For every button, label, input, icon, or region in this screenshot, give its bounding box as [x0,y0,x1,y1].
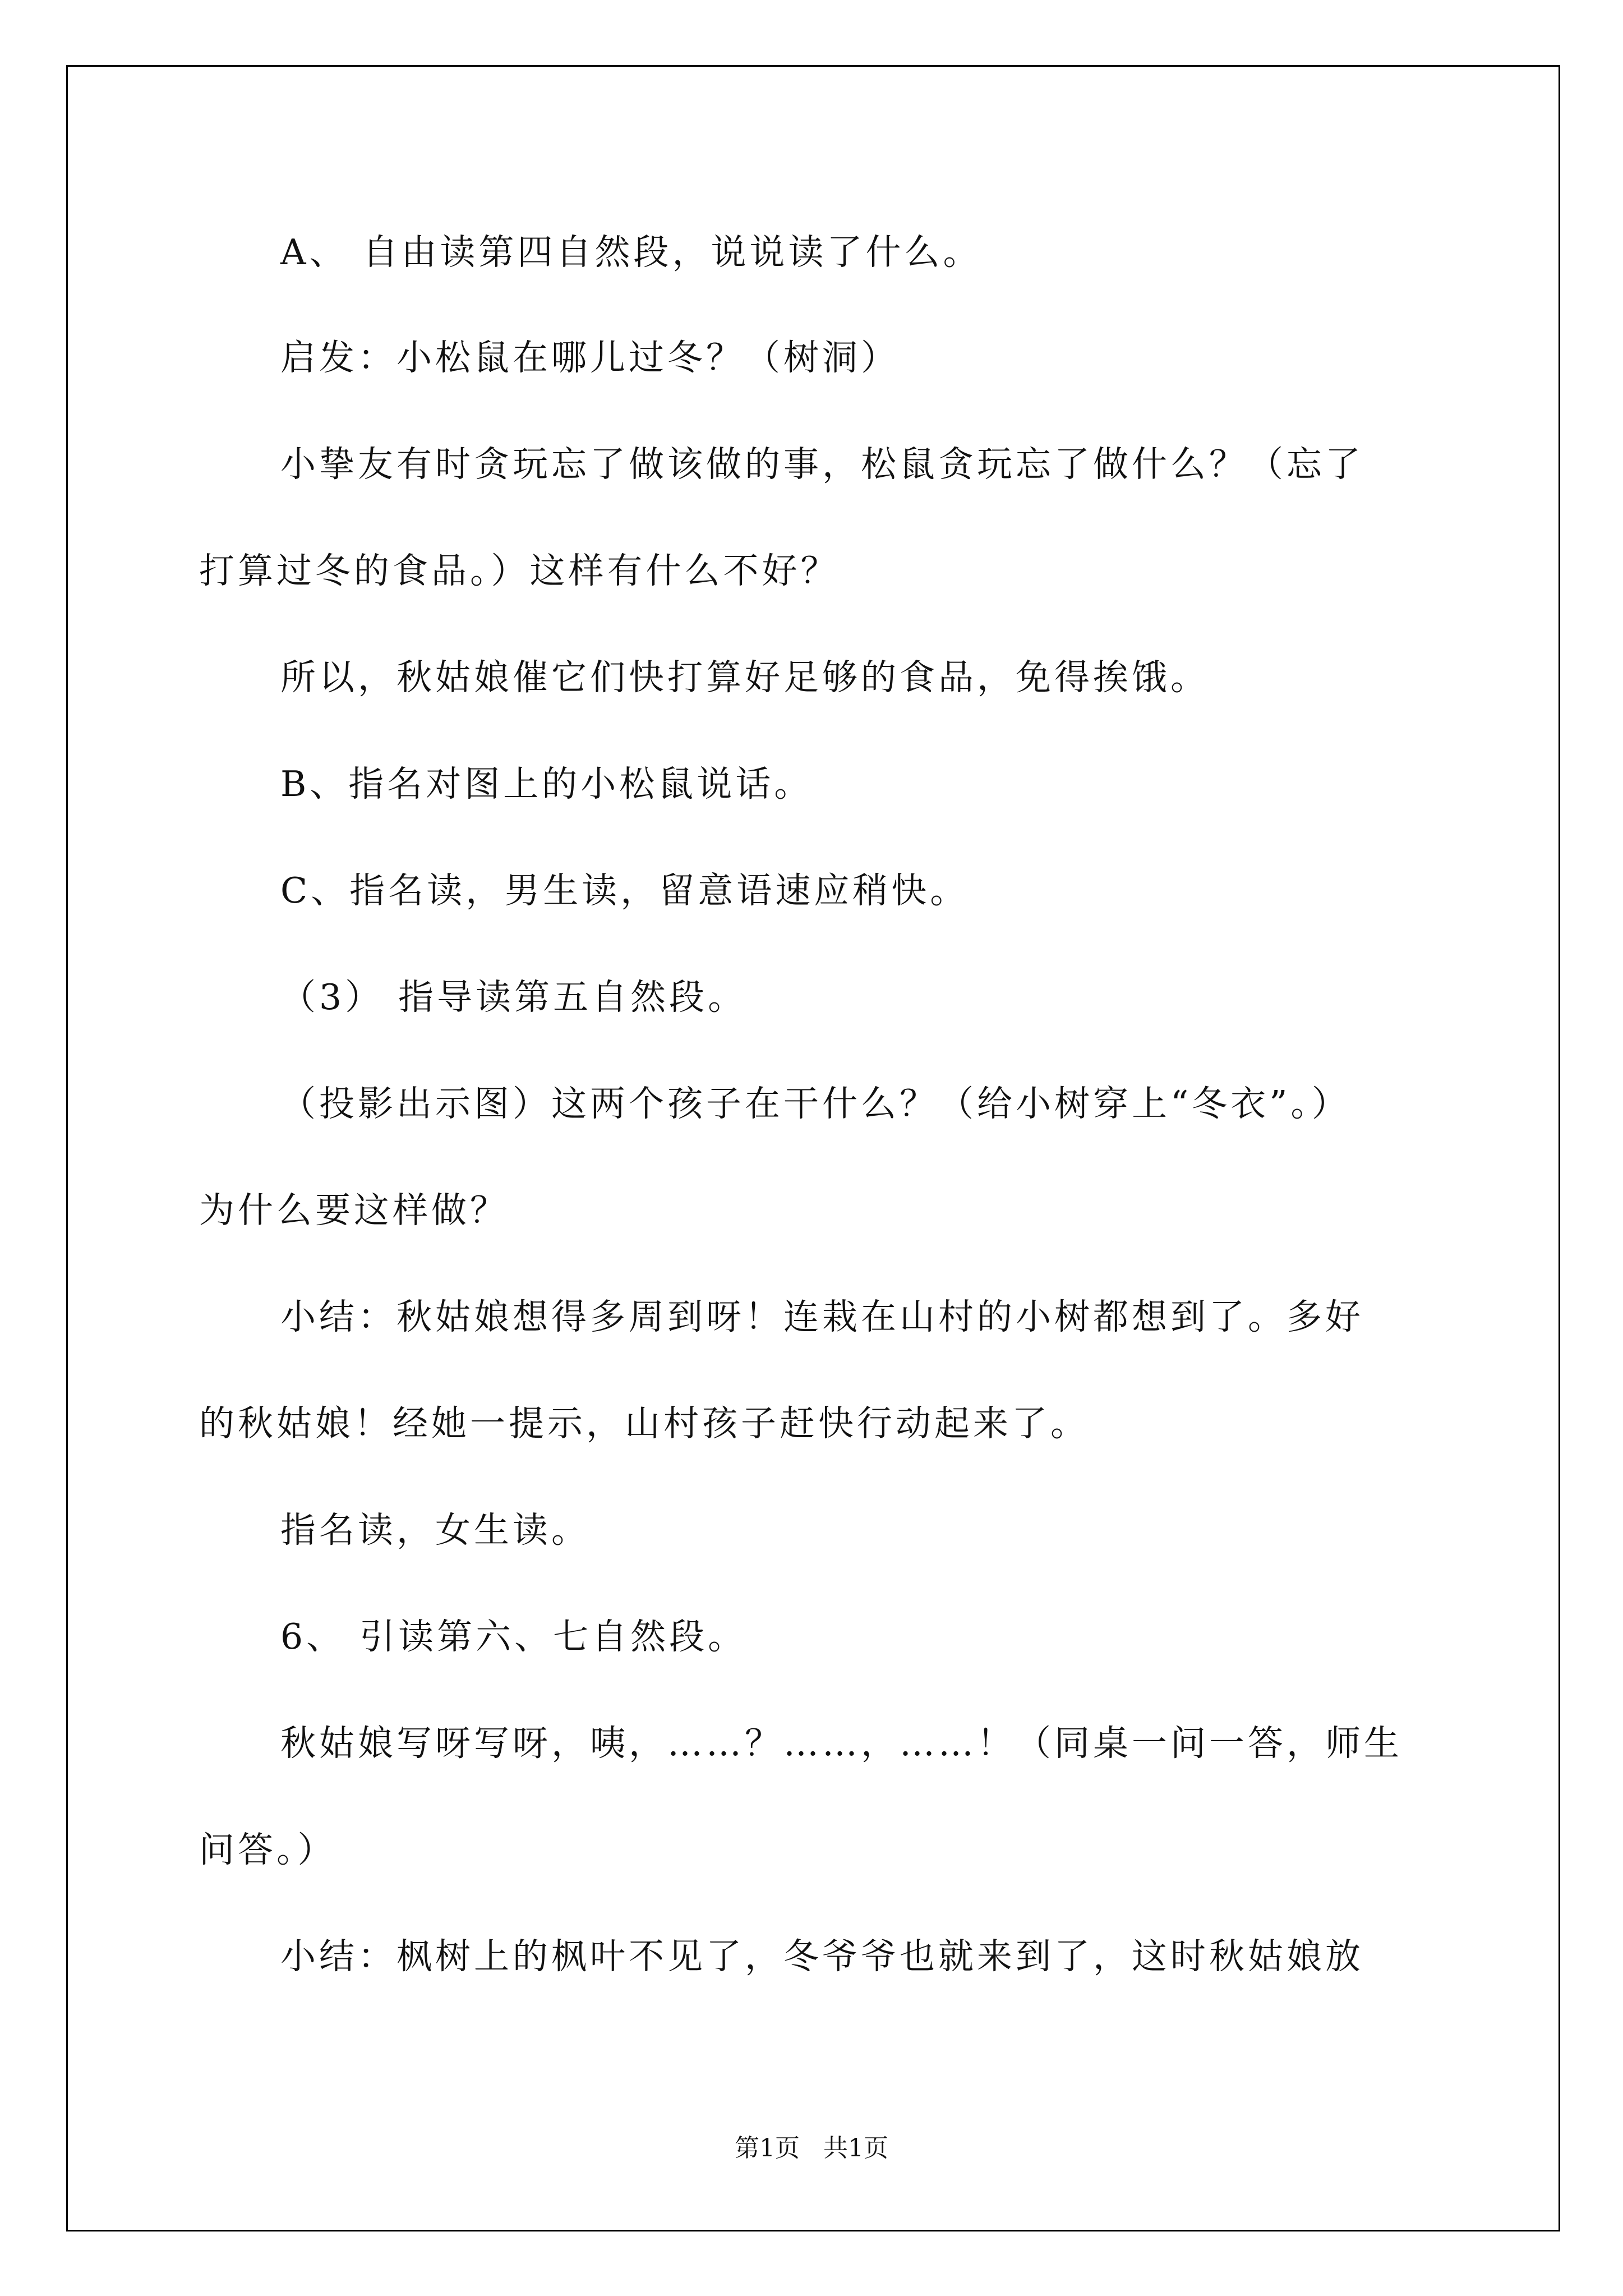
paragraph-line: C、指名读，男生读，留意语速应稍快。 [280,870,969,911]
paragraph-line: （投影出示图）这两个孩子在干什么？（给小树穿上“冬衣”。） [280,1083,1350,1124]
page-footer [0,2132,1623,2165]
paragraph-line: 的秋姑娘！经她一提示，山村孩子赶快行动起来了。 [199,1403,1089,1444]
paragraph-line: 小结：秋姑娘想得多周到呀！连栽在山村的小树都想到了。多好 [280,1296,1364,1337]
paragraph-line: 打算过冬的食品。）这样有什么不好？ [199,550,840,591]
page-number: 第1页 [735,2134,800,2162]
paragraph-line: A、 自由读第四自然段，说说读了什么。 [280,232,982,273]
page-border [66,65,1560,2231]
paragraph-line: B、指名对图上的小松鼠说话。 [280,763,813,804]
paragraph-line: 秋姑娘写呀写呀，咦，……？……，……！（同桌一问一答，师生 [280,1723,1403,1764]
page-total: 共1页 [823,2134,888,2162]
paragraph-line: 所以，秋姑娘催它们快打算好足够的食品，免得挨饿。 [280,657,1209,698]
paragraph-line: 小结：枫树上的枫叶不见了，冬爷爷也就来到了，这时秋姑娘放 [280,1936,1364,1977]
paragraph-line: 问答。） [199,1829,336,1870]
paragraph-line: 启发：小松鼠在哪儿过冬？（树洞） [280,337,900,378]
paragraph-line: （3） 指导读第五自然段。 [280,977,747,1018]
paragraph-line: 6、 引读第六、七自然段。 [280,1616,747,1657]
paragraph-line: 指名读，女生读。 [280,1510,590,1550]
paragraph-line: 为什么要这样做？ [199,1190,509,1231]
paragraph-line: 小挚友有时贪玩忘了做该做的事，松鼠贪玩忘了做什么？（忘了 [280,444,1364,485]
